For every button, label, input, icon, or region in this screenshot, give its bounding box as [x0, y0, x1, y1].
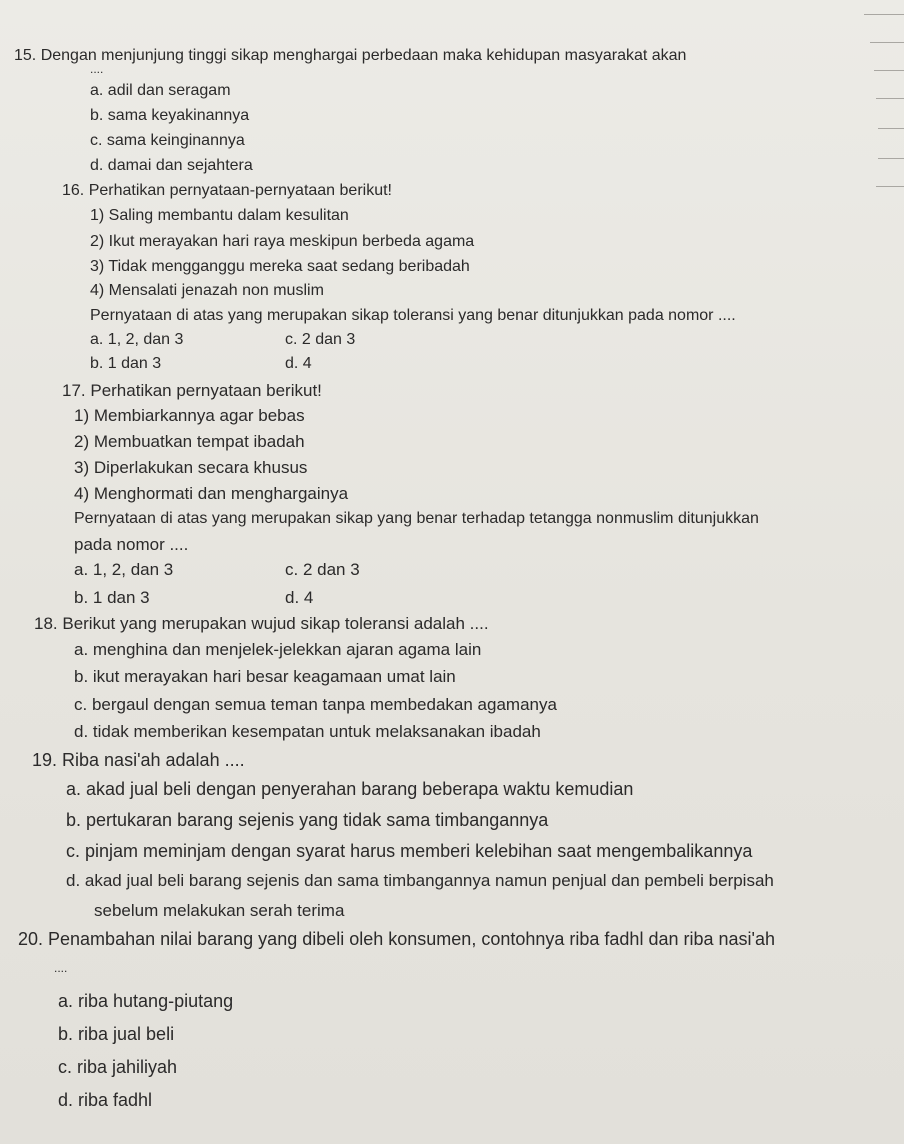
q18-stem: 18. Berikut yang merupakan wujud sikap toleransi adalah ....	[34, 614, 489, 633]
q15-blank: ....	[90, 62, 104, 76]
q16-statement-3: 3) Tidak mengganggu mereka saat sedang beribadah	[90, 258, 470, 275]
q17-statement-1: 1) Membiarkannya agar bebas	[74, 406, 305, 425]
q17-option-c[interactable]: c. 2 dan 3	[285, 560, 360, 579]
q16-question: Pernyataan di atas yang merupakan sikap toleransi yang benar ditunjukkan pada nomor ....	[90, 307, 736, 324]
q18-option-d[interactable]: d. tidak memberikan kesempatan untuk melaksanakan ibadah	[74, 722, 541, 741]
q17-stem: 17. Perhatikan pernyataan berikut!	[62, 381, 322, 400]
q17-option-a[interactable]: a. 1, 2, dan 3	[74, 560, 174, 579]
q19-option-b[interactable]: b. pertukaran barang sejenis yang tidak sama timbangannya	[66, 810, 549, 830]
q17-statement-3: 3) Diperlakukan secara khusus	[74, 458, 308, 477]
q19-option-a[interactable]: a. akad jual beli dengan penyerahan barang beberapa waktu kemudian	[66, 779, 634, 799]
q20-option-d[interactable]: d. riba fadhl	[58, 1090, 153, 1110]
q15-stem: 15. Dengan menjunjung tinggi sikap menghargai perbedaan maka kehidupan masyarakat akan	[14, 47, 687, 64]
q17-option-b[interactable]: b. 1 dan 3	[74, 588, 150, 607]
q17-statement-2: 2) Membuatkan tempat ibadah	[74, 432, 305, 451]
q20-stem: 20. Penambahan nilai barang yang dibeli oleh konsumen, contohnya riba fadhl dan riba nasi'ah	[18, 929, 775, 949]
q16-statement-1: 1) Saling membantu dalam kesulitan	[90, 207, 349, 224]
q17-option-d[interactable]: d. 4	[285, 588, 314, 607]
q20-option-c[interactable]: c. riba jahiliyah	[58, 1057, 178, 1077]
q16-option-c[interactable]: c. 2 dan 3	[285, 331, 356, 348]
q18-option-a[interactable]: a. menghina dan menjelek-jelekkan ajaran agama lain	[74, 640, 482, 659]
q16-stem: 16. Perhatikan pernyataan-pernyataan berikut!	[62, 182, 392, 199]
q18-option-b[interactable]: b. ikut merayakan hari besar keagamaan umat lain	[74, 667, 456, 686]
q16-statement-2: 2) Ikut merayakan hari raya meskipun berbeda agama	[90, 233, 475, 250]
q17-question-line1: Pernyataan di atas yang merupakan sikap yang benar terhadap tetangga nonmuslim ditunjukkan	[74, 510, 759, 527]
q15-option-c[interactable]: c. sama keinginannya	[90, 132, 245, 149]
q15-option-a[interactable]: a. adil dan seragam	[90, 82, 231, 99]
q16-option-a[interactable]: a. 1, 2, dan 3	[90, 331, 184, 348]
q16-option-b[interactable]: b. 1 dan 3	[90, 355, 162, 372]
q20-option-a[interactable]: a. riba hutang-piutang	[58, 991, 234, 1011]
q20-option-b[interactable]: b. riba jual beli	[58, 1024, 175, 1044]
q15-option-b[interactable]: b. sama keyakinannya	[90, 107, 250, 124]
q19-option-d-continued: sebelum melakukan serah terima	[94, 901, 345, 920]
q19-option-c[interactable]: c. pinjam meminjam dengan syarat harus memberi kelebihan saat mengembalikannya	[66, 841, 753, 861]
q17-question-line2: pada nomor ....	[74, 535, 189, 554]
q19-option-d[interactable]: d. akad jual beli barang sejenis dan sama timbangannya namun penjual dan pembeli berpisah	[66, 871, 774, 890]
q15-option-d[interactable]: d. damai dan sejahtera	[90, 157, 253, 174]
q16-option-d[interactable]: d. 4	[285, 355, 312, 372]
q20-blank: ....	[54, 961, 68, 975]
q16-statement-4: 4) Mensalati jenazah non muslim	[90, 282, 324, 299]
q17-statement-4: 4) Menghormati dan menghargainya	[74, 484, 349, 503]
notebook-margin-lines	[844, 0, 904, 300]
q19-stem: 19. Riba nasi'ah adalah ....	[32, 750, 245, 770]
q18-option-c[interactable]: c. bergaul dengan semua teman tanpa membedakan agamanya	[74, 695, 557, 714]
